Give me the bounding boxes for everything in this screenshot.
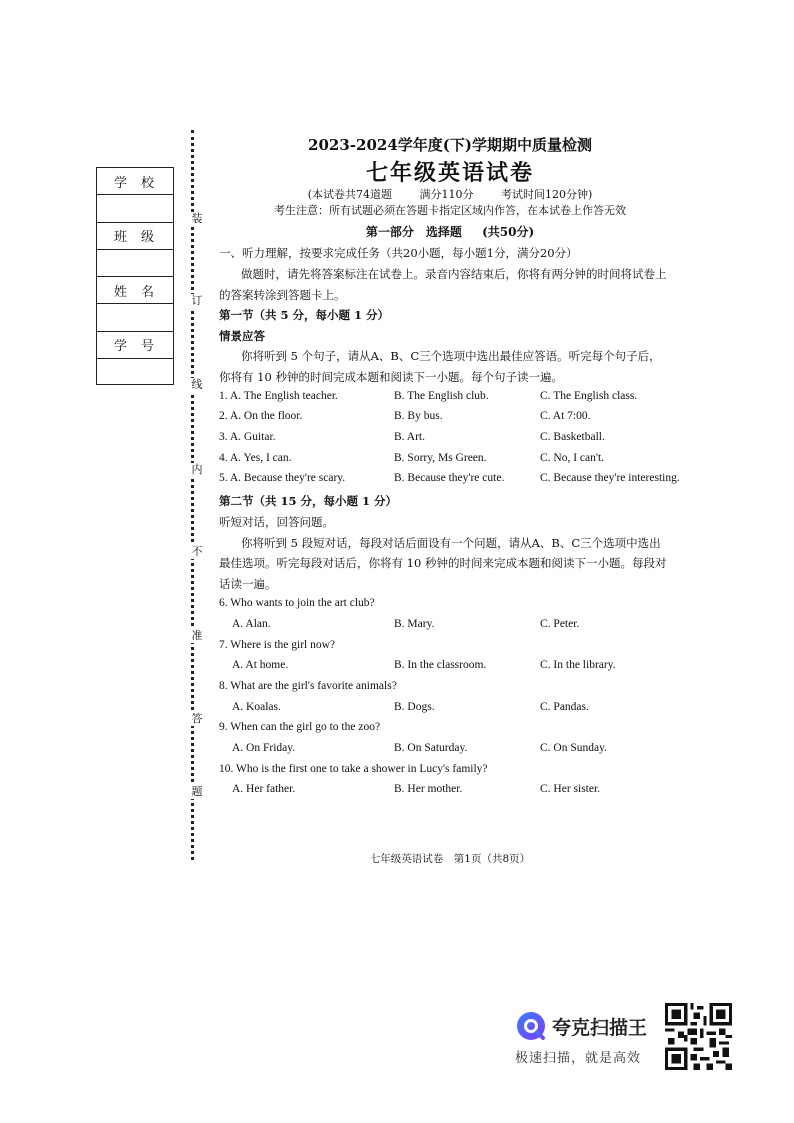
question-count: (本试卷共74道题 bbox=[307, 188, 392, 201]
full-score: 满分110分 bbox=[419, 188, 474, 201]
q7-option-c: C. In the library. bbox=[540, 659, 616, 671]
q5-option-a: 5. A. Because they're scary. bbox=[219, 472, 346, 484]
exam-title: 2023-2024学年度(下)学期期中质量检测 bbox=[308, 136, 592, 154]
q2-option-c: C. At 7:00. bbox=[540, 410, 591, 422]
q4-option-c: C. No, I can't. bbox=[540, 452, 605, 464]
exam-subtitle: 七年级英语试卷 bbox=[365, 160, 534, 186]
class-blank bbox=[97, 250, 173, 278]
name-label: 姓名 bbox=[97, 277, 173, 304]
class-label: 班级 bbox=[97, 223, 173, 250]
q5-option-b: B. Because they're cute. bbox=[394, 472, 505, 484]
q8-option-a: A. Koalas. bbox=[232, 701, 281, 713]
q10-option-b: B. Her mother. bbox=[394, 783, 463, 795]
q6-option-b: B. Mary. bbox=[394, 618, 435, 630]
section1-desc: 你将有 10 秒钟的时间完成本题和阅读下一小题。每个句子读一遍。 bbox=[219, 370, 563, 384]
section2-title: 第二节（共 15 分，每小题 1 分） bbox=[219, 494, 398, 508]
exam-notice: 考生注意：所有试题必须在答题卡指定区域内作答，在本试卷上作答无效 bbox=[274, 204, 626, 217]
binding-line bbox=[191, 130, 194, 860]
section2-desc: 话读一遍。 bbox=[219, 577, 277, 591]
instruction-line: 做题时，请先将答案标注在试卷上。录音内容结束后，你将有两分钟的时间将试卷上 bbox=[241, 267, 667, 281]
exam-meta bbox=[200, 186, 700, 202]
page-footer: 七年级英语试卷 第1页（共8页） bbox=[369, 853, 531, 865]
part1-heading bbox=[200, 223, 700, 240]
q7-stem: 7. Where is the girl now? bbox=[219, 639, 336, 651]
binding-char: 内 bbox=[191, 463, 203, 476]
listening-heading: 一、听力理解，按要求完成任务（共20小题，每小题1分，满分20分） bbox=[219, 246, 578, 260]
binding-char: 线 bbox=[191, 378, 203, 391]
q9-option-a: A. On Friday. bbox=[232, 742, 296, 754]
q4-option-a: 4. A. Yes, I can. bbox=[219, 452, 292, 464]
q2-option-b: B. By bus. bbox=[394, 410, 443, 422]
school-blank bbox=[97, 195, 173, 223]
part1-title: 第一部分 选择题 bbox=[365, 225, 462, 239]
q3-option-a: 3. A. Guitar. bbox=[219, 431, 276, 443]
binding-char: 不 bbox=[191, 545, 203, 558]
school-label: 学校 bbox=[97, 168, 173, 195]
binding-char: 答 bbox=[191, 712, 203, 725]
q8-stem: 8. What are the girl's favorite animals? bbox=[219, 680, 397, 692]
q6-option-c: C. Peter. bbox=[540, 618, 580, 630]
binding-char: 订 bbox=[191, 294, 203, 307]
q9-stem: 9. When can the girl go to the zoo? bbox=[219, 721, 381, 733]
q10-option-c: C. Her sister. bbox=[540, 783, 601, 795]
q1-option-a: 1. A. The English teacher. bbox=[219, 390, 338, 402]
student-info-table bbox=[96, 167, 174, 385]
quark-logo-icon bbox=[515, 1010, 547, 1042]
q8-option-b: B. Dogs. bbox=[394, 701, 435, 713]
q8-option-c: C. Pandas. bbox=[540, 701, 589, 713]
section1-subtitle: 情景应答 bbox=[219, 329, 265, 343]
section2-desc: 最佳选项。听完每段对话后，你将有 10 秒钟的时间来完成本题和阅读下一小题。每段对 bbox=[219, 556, 667, 570]
q3-option-b: B. Art. bbox=[394, 431, 425, 443]
q4-option-b: B. Sorry, Ms Green. bbox=[394, 452, 487, 464]
q10-option-a: A. Her father. bbox=[232, 783, 296, 795]
binding-char: 装 bbox=[191, 212, 203, 225]
q2-option-a: 2. A. On the floor. bbox=[219, 410, 303, 422]
exam-time: 考试时间120分钟) bbox=[501, 188, 593, 201]
q1-option-b: B. The English club. bbox=[394, 390, 489, 402]
q3-option-c: C. Basketball. bbox=[540, 431, 605, 443]
q6-stem: 6. Who wants to join the art club? bbox=[219, 597, 375, 609]
binding-char: 题 bbox=[191, 785, 203, 798]
q7-option-a: A. At home. bbox=[232, 659, 289, 671]
q7-option-b: B. In the classroom. bbox=[394, 659, 487, 671]
part1-score: (共50分) bbox=[482, 225, 535, 239]
binding-char: 准 bbox=[191, 629, 203, 642]
qr-code-icon bbox=[665, 1003, 732, 1070]
q6-option-a: A. Alan. bbox=[232, 618, 271, 630]
scanner-app-name: 夸克扫描王 bbox=[552, 1017, 648, 1039]
instruction-line: 的答案转涂到答题卡上。 bbox=[219, 288, 346, 302]
name-blank bbox=[97, 304, 173, 332]
scanner-slogan: 极速扫描，就是高效 bbox=[515, 1051, 642, 1066]
q9-option-b: B. On Saturday. bbox=[394, 742, 468, 754]
number-blank bbox=[97, 359, 173, 387]
q9-option-c: C. On Sunday. bbox=[540, 742, 607, 754]
number-label: 学号 bbox=[97, 332, 173, 359]
section1-desc: 你将听到 5 个句子，请从A、B、C三个选项中选出最佳应答语。听完每个句子后， bbox=[241, 349, 661, 363]
section2-desc: 你将听到 5 段短对话，每段对话后面设有一个问题，请从A、B、C三个选项中选出 bbox=[241, 536, 661, 550]
q5-option-c: C. Because they're interesting. bbox=[540, 472, 680, 484]
section2-subtitle: 听短对话，回答问题。 bbox=[219, 515, 334, 529]
q1-option-c: C. The English class. bbox=[540, 390, 638, 402]
q10-stem: 10. Who is the first one to take a shower in Lucy's family? bbox=[219, 763, 488, 775]
section1-title: 第一节（共 5 分，每小题 1 分） bbox=[219, 308, 390, 322]
